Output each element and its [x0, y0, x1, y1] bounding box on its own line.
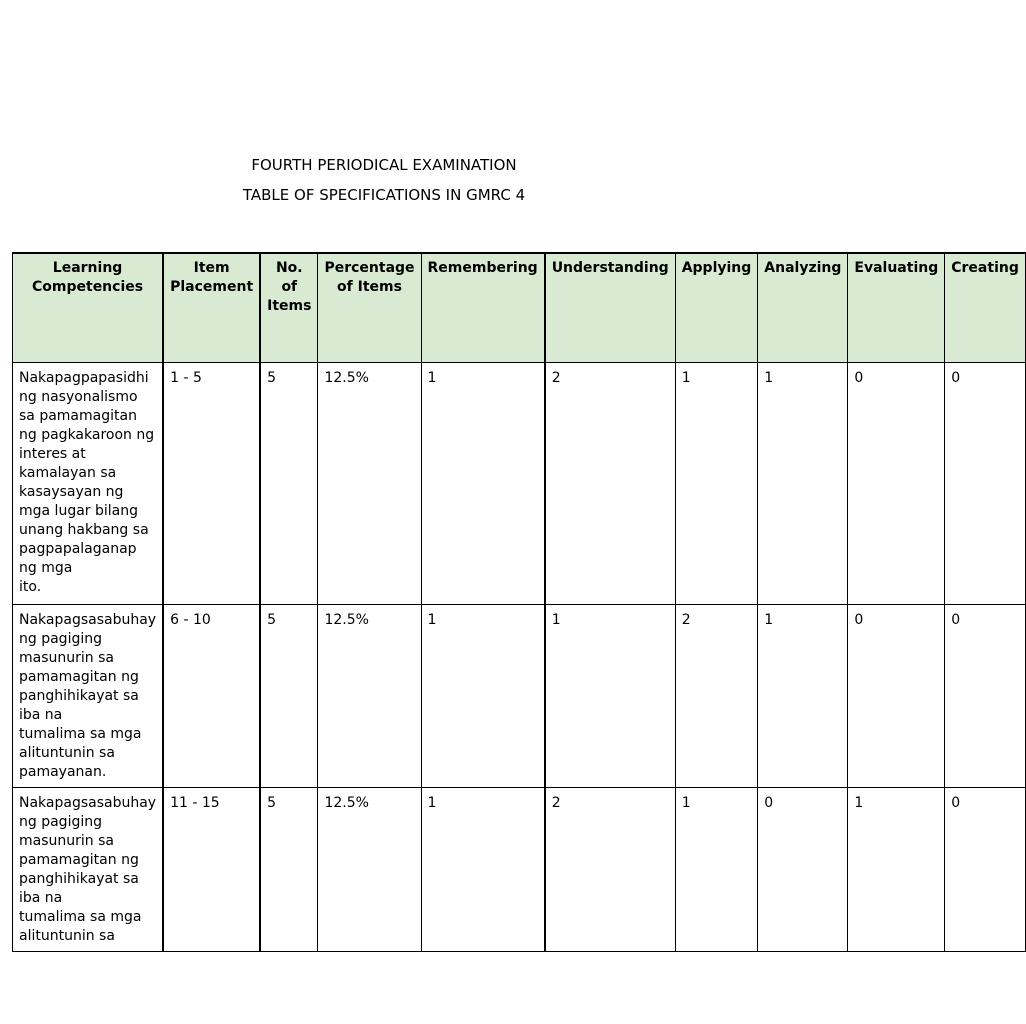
percentage-cell: 12.5%: [318, 787, 421, 951]
analyzing-cell: 1: [758, 362, 848, 604]
header-understanding: Understanding: [545, 253, 676, 362]
header-evaluating: Evaluating: [848, 253, 945, 362]
header-no-of-items: No. of Items: [260, 253, 318, 362]
applying-cell: 2: [675, 604, 758, 787]
analyzing-cell: 1: [758, 604, 848, 787]
header-percentage: Percentage of Items: [318, 253, 421, 362]
document-subtitle: TABLE OF SPECIFICATIONS IN GMRC 4: [242, 186, 526, 204]
table-row: [13, 604, 1026, 787]
header-learning-competencies: Learning Competencies: [13, 253, 164, 362]
table-row: [13, 787, 1026, 951]
header-creating: Creating: [945, 253, 1026, 362]
competency-cell: Nakapagsasabuhay ng pagiging masunurin sa pamamagitan ng panghihikayat sa iba na tumalima sa mga alituntunin sa: [13, 787, 164, 951]
creating-cell: 0: [945, 787, 1026, 951]
competency-cell: Nakapagsasabuhay ng pagiging masunurin sa pamamagitan ng panghihikayat sa iba na tumalima sa mga alituntunin sa pamayanan.: [13, 604, 164, 787]
item-placement-cell: 1 - 5: [163, 362, 260, 604]
document-title-block: [0, 150, 768, 210]
creating-cell: 0: [945, 362, 1026, 604]
no-of-items-cell: 5: [260, 604, 318, 787]
evaluating-cell: 0: [848, 362, 945, 604]
item-placement-cell: 11 - 15: [163, 787, 260, 951]
understanding-cell: 2: [545, 362, 676, 604]
understanding-cell: 2: [545, 787, 676, 951]
item-placement-cell: 6 - 10: [163, 604, 260, 787]
percentage-cell: 12.5%: [318, 604, 421, 787]
analyzing-cell: 0: [758, 787, 848, 951]
competency-cell: Nakapagpapasidhi ng nasyonalismo sa pamamagitan ng pagkakaroon ng interes at kamalayan sa kasaysayan ng mga lugar bilang unang hakbang sa pagpapalaganap ng mga ito.: [13, 362, 164, 604]
remembering-cell: 1: [421, 787, 545, 951]
evaluating-cell: 1: [848, 787, 945, 951]
header-item-placement: Item Placement: [163, 253, 260, 362]
header-remembering: Remembering: [421, 253, 545, 362]
no-of-items-cell: 5: [260, 362, 318, 604]
table-header-row: [13, 253, 1026, 362]
evaluating-cell: 0: [848, 604, 945, 787]
no-of-items-cell: 5: [260, 787, 318, 951]
header-applying: Applying: [675, 253, 758, 362]
percentage-cell: 12.5%: [318, 362, 421, 604]
creating-cell: 0: [945, 604, 1026, 787]
remembering-cell: 1: [421, 362, 545, 604]
header-analyzing: Analyzing: [758, 253, 848, 362]
specifications-table: [12, 252, 1026, 952]
table-row: [13, 362, 1026, 604]
document-title: FOURTH PERIODICAL EXAMINATION: [251, 156, 517, 174]
applying-cell: 1: [675, 362, 758, 604]
understanding-cell: 1: [545, 604, 676, 787]
remembering-cell: 1: [421, 604, 545, 787]
applying-cell: 1: [675, 787, 758, 951]
